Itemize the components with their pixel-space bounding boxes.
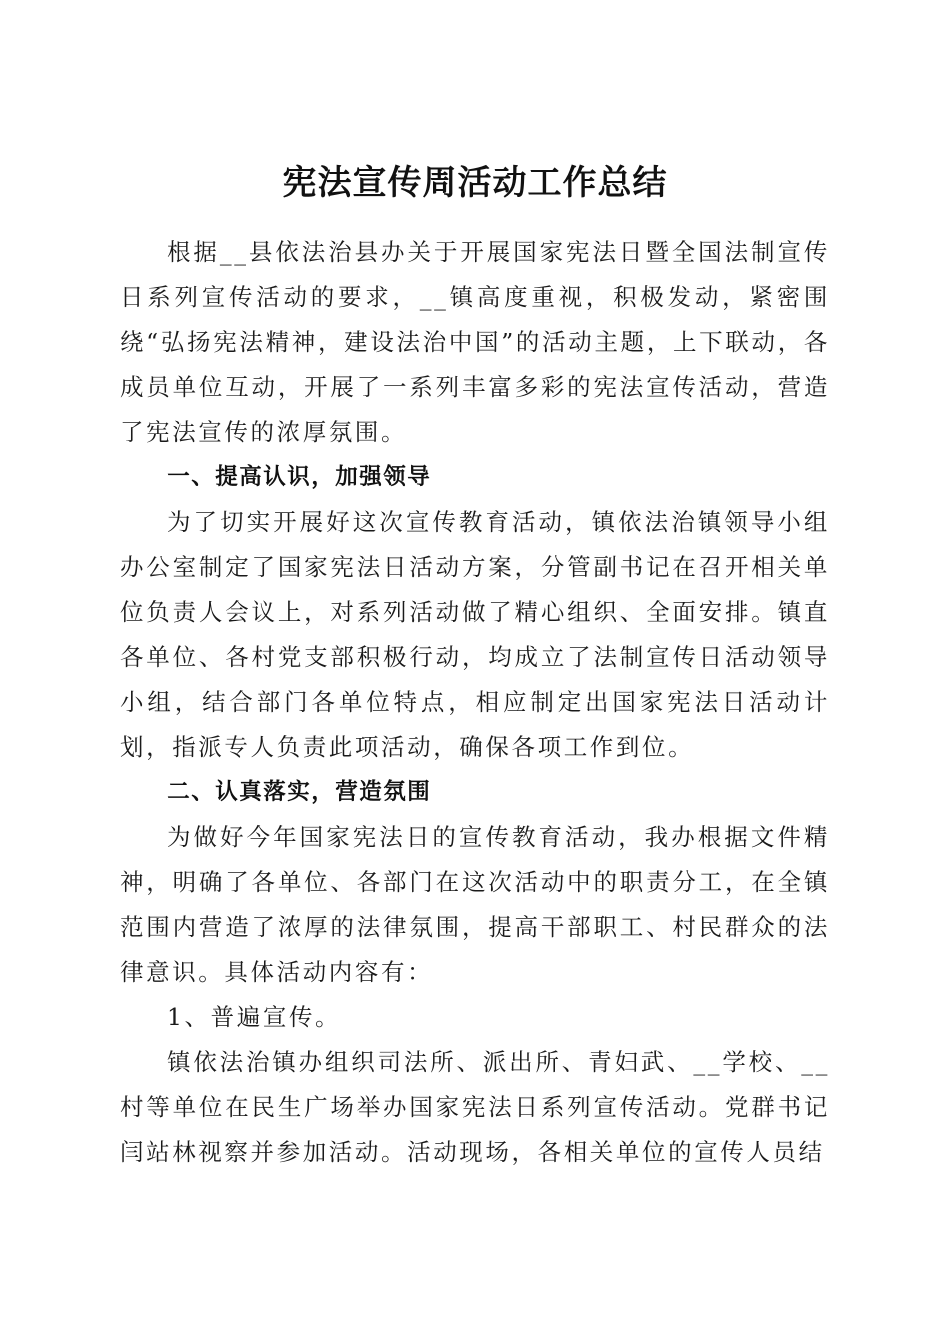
section-2-paragraph: 为做好今年国家宪法日的宣传教育活动，我办根据文件精神，明确了各单位、各部门在这次活动中的职责分工，在全镇范围内营造了浓厚的法律氛围，提高干部职工、村民群众的法律意识。具体活动内容有： — [120, 823, 830, 986]
document-title: 宪法宣传周活动工作总结 — [282, 162, 668, 203]
section-1-paragraph: 为了切实开展好这次宣传教育活动，镇依法治镇领导小组办公室制定了国家宪法日活动方案，分管副书记在召开相关单位负责人会议上，对系列活动做了精心组织、全面安排。镇直各单位、各村党支部积极行动，均成立了法制宣传日活动领导小组，结合部门各单位特点，相应制定出国家宪法日活动计划，指派专人负责此项活动，确保各项工作到位。 — [120, 508, 830, 761]
intro-paragraph: 根据__县依法治县办关于开展国家宪法日暨全国法制宣传日系列宣传活动的要求，__镇高度重视，积极发动，紧密围绕“弘扬宪法精神，建设法治中国”的活动主题，上下联动，各成员单位互动，开展了一系列丰富多彩的宪法宣传活动，营造了宪法宣传的浓厚氛围。 — [120, 238, 830, 446]
section-2-heading: 二、认真落实，营造氛围 — [167, 779, 432, 805]
document-body — [120, 230, 830, 1175]
section-1-heading: 一、提高认识，加强领导 — [167, 464, 432, 490]
subsection-1-paragraph: 镇依法治镇办组织司法所、派出所、青妇武、__学校、__村等单位在民生广场举办国家宪法日系列宣传活动。党群书记闫站林视察并参加活动。活动现场，各相关单位的宣传人员结 — [120, 1048, 830, 1166]
subsection-1-heading: 1、普遍宣传。 — [167, 1003, 342, 1031]
